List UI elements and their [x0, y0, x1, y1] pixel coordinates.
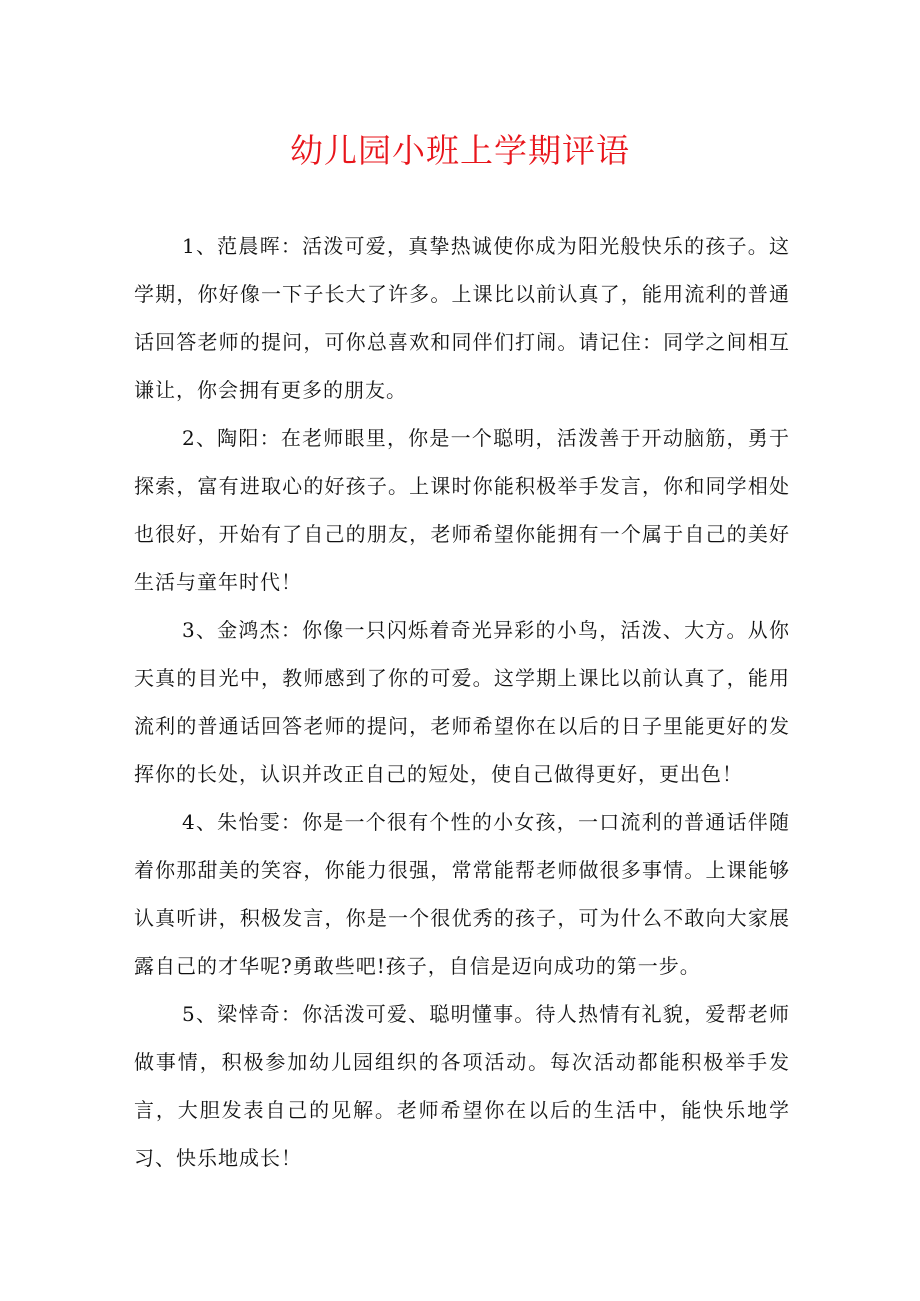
comment-paragraph-2: 2、陶阳：在老师眼里，你是一个聪明，活泼善于开动脑筋，勇于探索，富有进取心的好孩子。上课时你能积极举手发言，你和同学相处也很好，开始有了自己的朋友，老师希望你能拥有一个属于自己的美好生活与童年时代！	[134, 426, 790, 594]
comment-paragraph-5: 5、梁悻奇：你活泼可爱、聪明懂事。待人热情有礼貌，爱帮老师做事情，积极参加幼儿园组织的各项活动。每次活动都能积极举手发言，大胆发表自己的见解。老师希望你在以后的生活中，能快乐地学习、快乐地成长！	[134, 1002, 790, 1170]
comment-paragraph-4: 4、朱怡雯：你是一个很有个性的小女孩，一口流利的普通话伴随着你那甜美的笑容，你能力很强，常常能帮老师做很多事情。上课能够认真听讲，积极发言，你是一个很优秀的孩子，可为什么不敢向大家展露自己的才华呢?勇敢些吧!孩子，自信是迈向成功的第一步。	[134, 810, 790, 978]
comment-paragraph-3: 3、金鸿杰：你像一只闪烁着奇光异彩的小鸟，活泼、大方。从你天真的目光中，教师感到了你的可爱。这学期上课比以前认真了，能用流利的普通话回答老师的提问，老师希望你在以后的日子里能更好的发挥你的长处，认识并改正自己的短处，使自己做得更好，更出色！	[134, 618, 790, 786]
document-title: 幼儿园小班上学期评语	[290, 131, 630, 170]
document-body	[134, 222, 790, 1182]
comment-paragraph-1: 1、范晨晖：活泼可爱，真挚热诚使你成为阳光般快乐的孩子。这学期，你好像一下子长大了许多。上课比以前认真了，能用流利的普通话回答老师的提问，可你总喜欢和同伴们打闹。请记住：同学之间相互谦让，你会拥有更多的朋友。	[134, 234, 790, 402]
